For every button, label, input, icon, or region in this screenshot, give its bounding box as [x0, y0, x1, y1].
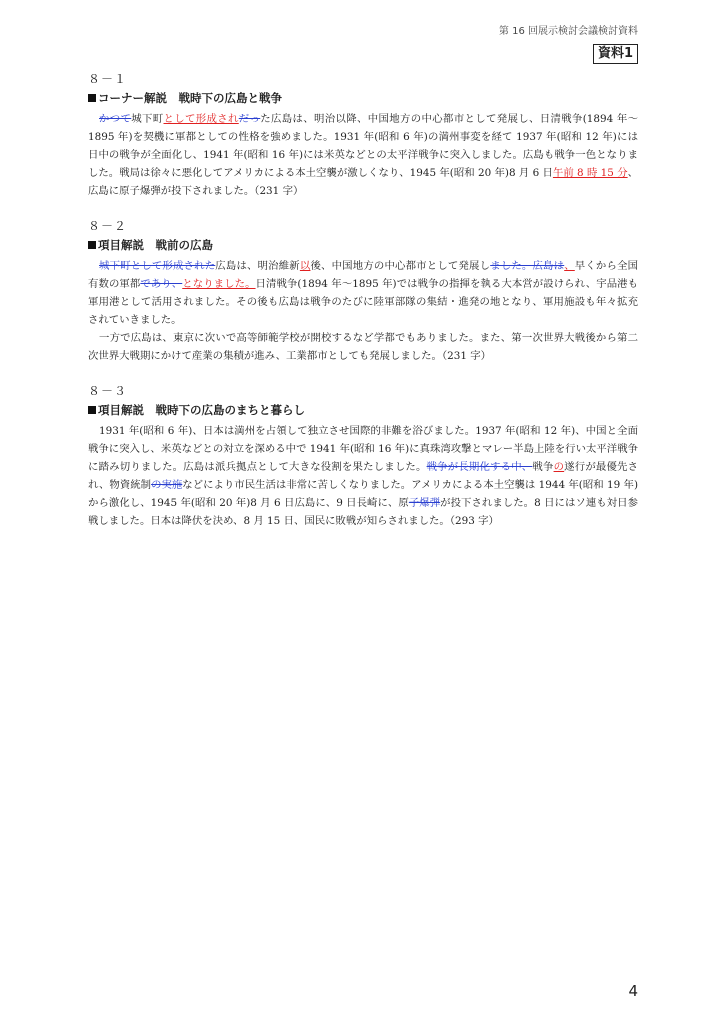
text-run: 広島は、明治維新: [215, 260, 300, 272]
square-bullet-icon: [88, 406, 96, 414]
deleted-text: であり、: [140, 278, 183, 290]
text-run: 戦争: [532, 461, 554, 473]
text-run: 日清戦争(1894 年～1895 年)では戦争の指揮を執る大本営が設けられ、宇品港も軍用港として活用されました。その後も広島は戦争のたびに陸軍部隊の集結・進発の地となり、軍用施設も年々拡充されていきました。: [88, 278, 639, 326]
deleted-text: だっ: [238, 113, 261, 125]
square-bullet-icon: [88, 241, 96, 249]
deleted-text: 子爆弾: [408, 497, 441, 509]
text-run: た広島は、明治以降、中国地方の中心都市として発展し、日清戦争(1894 年～1895 年)を契機に軍都としての性格を強めました。1931 年(昭和 6 年)の満州事変を経て 1937 年(昭和 12 年)には日中の戦争が全面化し、1941 年(昭和 16 年)には米英などとの太平洋戦争に突入しました。広島も戦争一色となりました。戦局は徐々に悪化してアメリカによる本土空襲が激しくなり、1945 年(昭和 20 年)8 月 6 日: [88, 113, 639, 179]
text-run: 遂行が最優先され、物資統制: [88, 461, 639, 491]
inserted-text: となりました。: [182, 278, 256, 290]
inserted-text: の: [553, 461, 565, 473]
inserted-text: 午前 8 時 15 分: [552, 167, 628, 179]
section-8-1: [88, 70, 638, 200]
inserted-text: として形成され: [163, 113, 239, 125]
section-paragraph-2: 一方で広島は、東京に次いで高等師範学校が開校するなど学都でもありました。また、第一次世界大戦後から第二次世界大戦期にかけて産業の集積が進み、工業都市としても発展しました。（231 字）: [88, 332, 638, 362]
text-run: などにより市民生活は非常に苦しくなりました。アメリカによる本土空襲は 1944 年(昭和 19 年)から激化し、1945 年(昭和 20 年)8 月 6 日広島に、9 日長崎に、原: [88, 479, 638, 509]
section-number: ８－２: [88, 219, 128, 233]
deleted-text: かつて: [99, 113, 132, 125]
section-title: コーナー解説 戦時下の広島と戦争: [88, 90, 638, 106]
text-run: 城下町: [131, 113, 164, 125]
header-meta: 第 16 回展示検討会議検討資料: [498, 26, 638, 37]
section-paragraph: [88, 110, 638, 200]
section-8-2: [88, 217, 638, 365]
text-run: が投下されました。8 日にはソ連も対日参戦しました。日本は降伏を決め、8 月 15 日、国民に敗戦が知らされました。（293 字）: [88, 497, 638, 527]
page-number: 4: [628, 982, 638, 1000]
square-bullet-icon: [88, 94, 96, 102]
section-title: 項目解説 戦前の広島: [88, 237, 638, 253]
inserted-text: 以: [299, 260, 311, 272]
section-paragraph: [88, 422, 638, 530]
section-8-3: [88, 382, 638, 530]
inserted-text: 、: [564, 260, 575, 272]
text-run: 1931 年(昭和 6 年)、日本は満州を占領して独立させ国際的非難を浴びました。1937 年(昭和 12 年)、中国と全面戦争に突入し、米英などとの対立を深める中で 1941 年(昭和 16 年)に真珠湾攻撃とマレー半島上陸を行い太平洋戦争に踏み切りました。広島は派兵拠点として大きな役割を果たしました。: [88, 425, 638, 473]
section-number: ８－３: [88, 384, 128, 398]
text-run: 後、中国地方の中心都市として発展し: [310, 260, 491, 272]
text-run: 早くから全国有数の軍都: [88, 260, 639, 290]
text-run: 、広島に原子爆弾が投下されました。（231 字）: [88, 167, 638, 197]
deleted-text: 戦争が長期化する中、: [426, 461, 533, 473]
deleted-text: ました。広島は: [490, 260, 565, 272]
deleted-text: の実施: [151, 479, 183, 491]
document-badge: 資料1: [593, 44, 638, 64]
section-number: ８－１: [88, 72, 128, 86]
section-title: 項目解説 戦時下の広島のまちと暮らし: [88, 402, 638, 418]
deleted-text: 城下町として形成された: [99, 260, 216, 272]
section-paragraph: [88, 257, 638, 329]
